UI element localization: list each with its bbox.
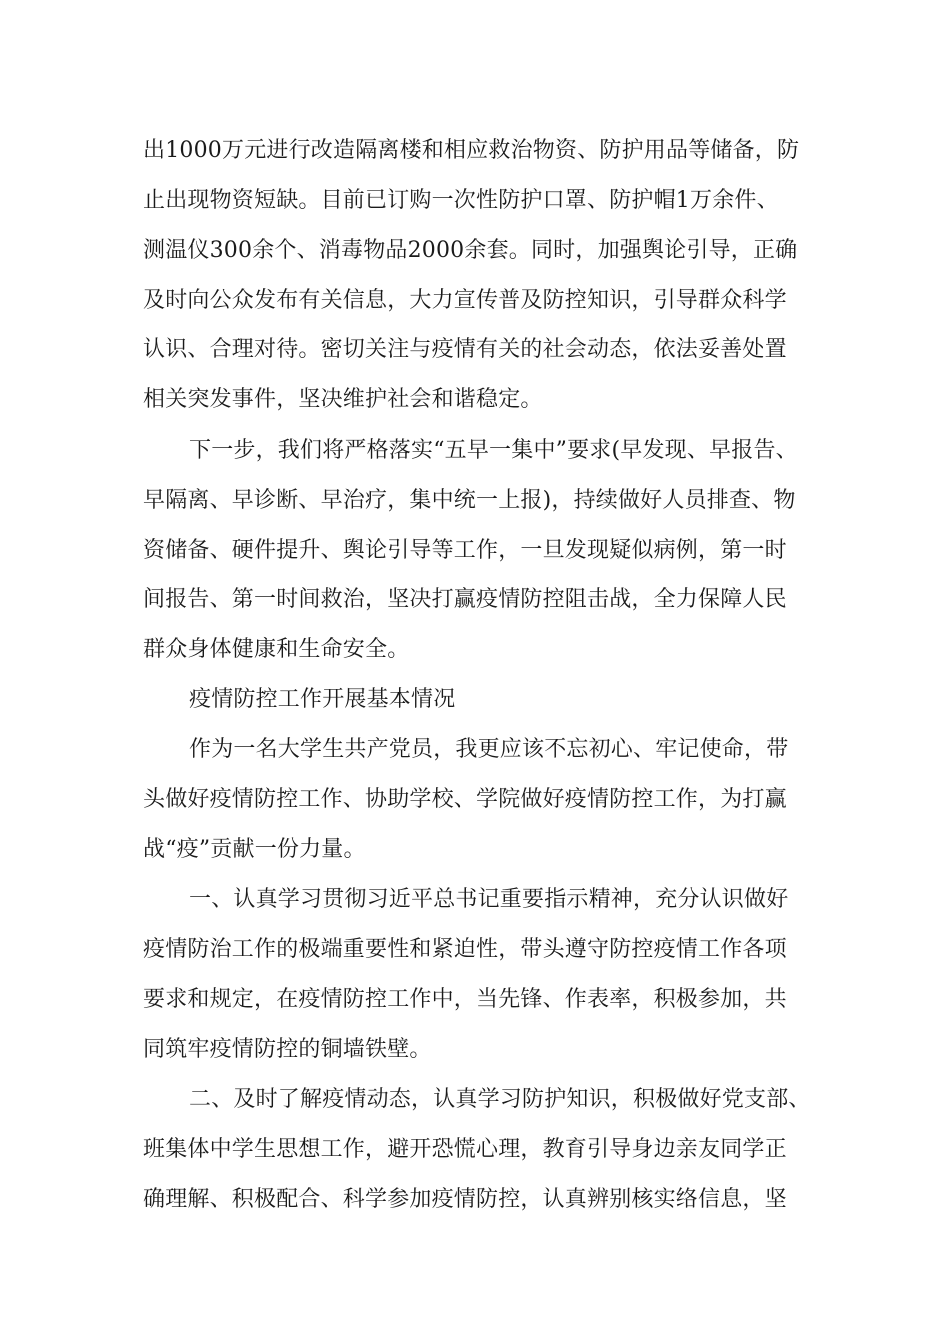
text-line-1: 出1000万元进行改造隔离楼和相应救治物资、防护用品等储备，防 <box>143 138 800 163</box>
paragraph-next-steps-line-1: 下一步，我们将严格落实“五早一集中”要求(早发现、早报告、 <box>189 438 798 463</box>
text-line-14: 头做好疫情防控工作、协助学校、学院做好疫情防控工作，为打赢 <box>143 787 787 812</box>
text-line-5: 认识、合理对待。密切关注与疫情有关的社会动态，依法妥善处置 <box>143 337 787 362</box>
text-line-8: 早隔离、早诊断、早治疗，集中统一上报)，持续做好人员排查、物 <box>143 488 796 513</box>
text-line-6: 相关突发事件，坚决维护社会和谐稳定。 <box>143 387 543 412</box>
text-line-11: 群众身体健康和生命安全。 <box>143 637 410 662</box>
text-line-18: 要求和规定，在疫情防控工作中，当先锋、作表率，积极参加，共 <box>143 987 787 1012</box>
section-heading: 疫情防控工作开展基本情况 <box>189 687 456 712</box>
paragraph-point-two-line-1: 二、及时了解疫情动态，认真学习防护知识，积极做好党支部、 <box>189 1087 811 1112</box>
text-line-2: 止出现物资短缺。目前已订购一次性防护口罩、防护帽1万余件、 <box>143 188 779 213</box>
text-line-21: 班集体中学生思想工作，避开恐慌心理，教育引导身边亲友同学正 <box>143 1137 787 1162</box>
text-line-3: 测温仪300余个、消毒物品2000余套。同时，加强舆论引导，正确 <box>143 238 798 263</box>
text-line-9: 资储备、硬件提升、舆论引导等工作，一旦发现疑似病例，第一时 <box>143 538 787 563</box>
text-line-19: 同筑牢疫情防控的铜墙铁壁。 <box>143 1037 432 1062</box>
paragraph-intro-line-1: 作为一名大学生共产党员，我更应该不忘初心、牢记使命，带 <box>189 737 789 762</box>
text-line-4: 及时向公众发布有关信息，大力宣传普及防控知识，引导群众科学 <box>143 288 787 313</box>
paragraph-point-one-line-1: 一、认真学习贯彻习近平总书记重要指示精神，充分认识做好 <box>189 887 789 912</box>
text-line-10: 间报告、第一时间救治，坚决打赢疫情防控阻击战，全力保障人民 <box>143 587 787 612</box>
text-line-17: 疫情防治工作的极端重要性和紧迫性，带头遵守防控疫情工作各项 <box>143 937 787 962</box>
text-line-15: 战“疫”贡献一份力量。 <box>143 837 366 862</box>
text-line-22: 确理解、积极配合、科学参加疫情防控，认真辨别核实络信息，坚 <box>143 1187 787 1212</box>
